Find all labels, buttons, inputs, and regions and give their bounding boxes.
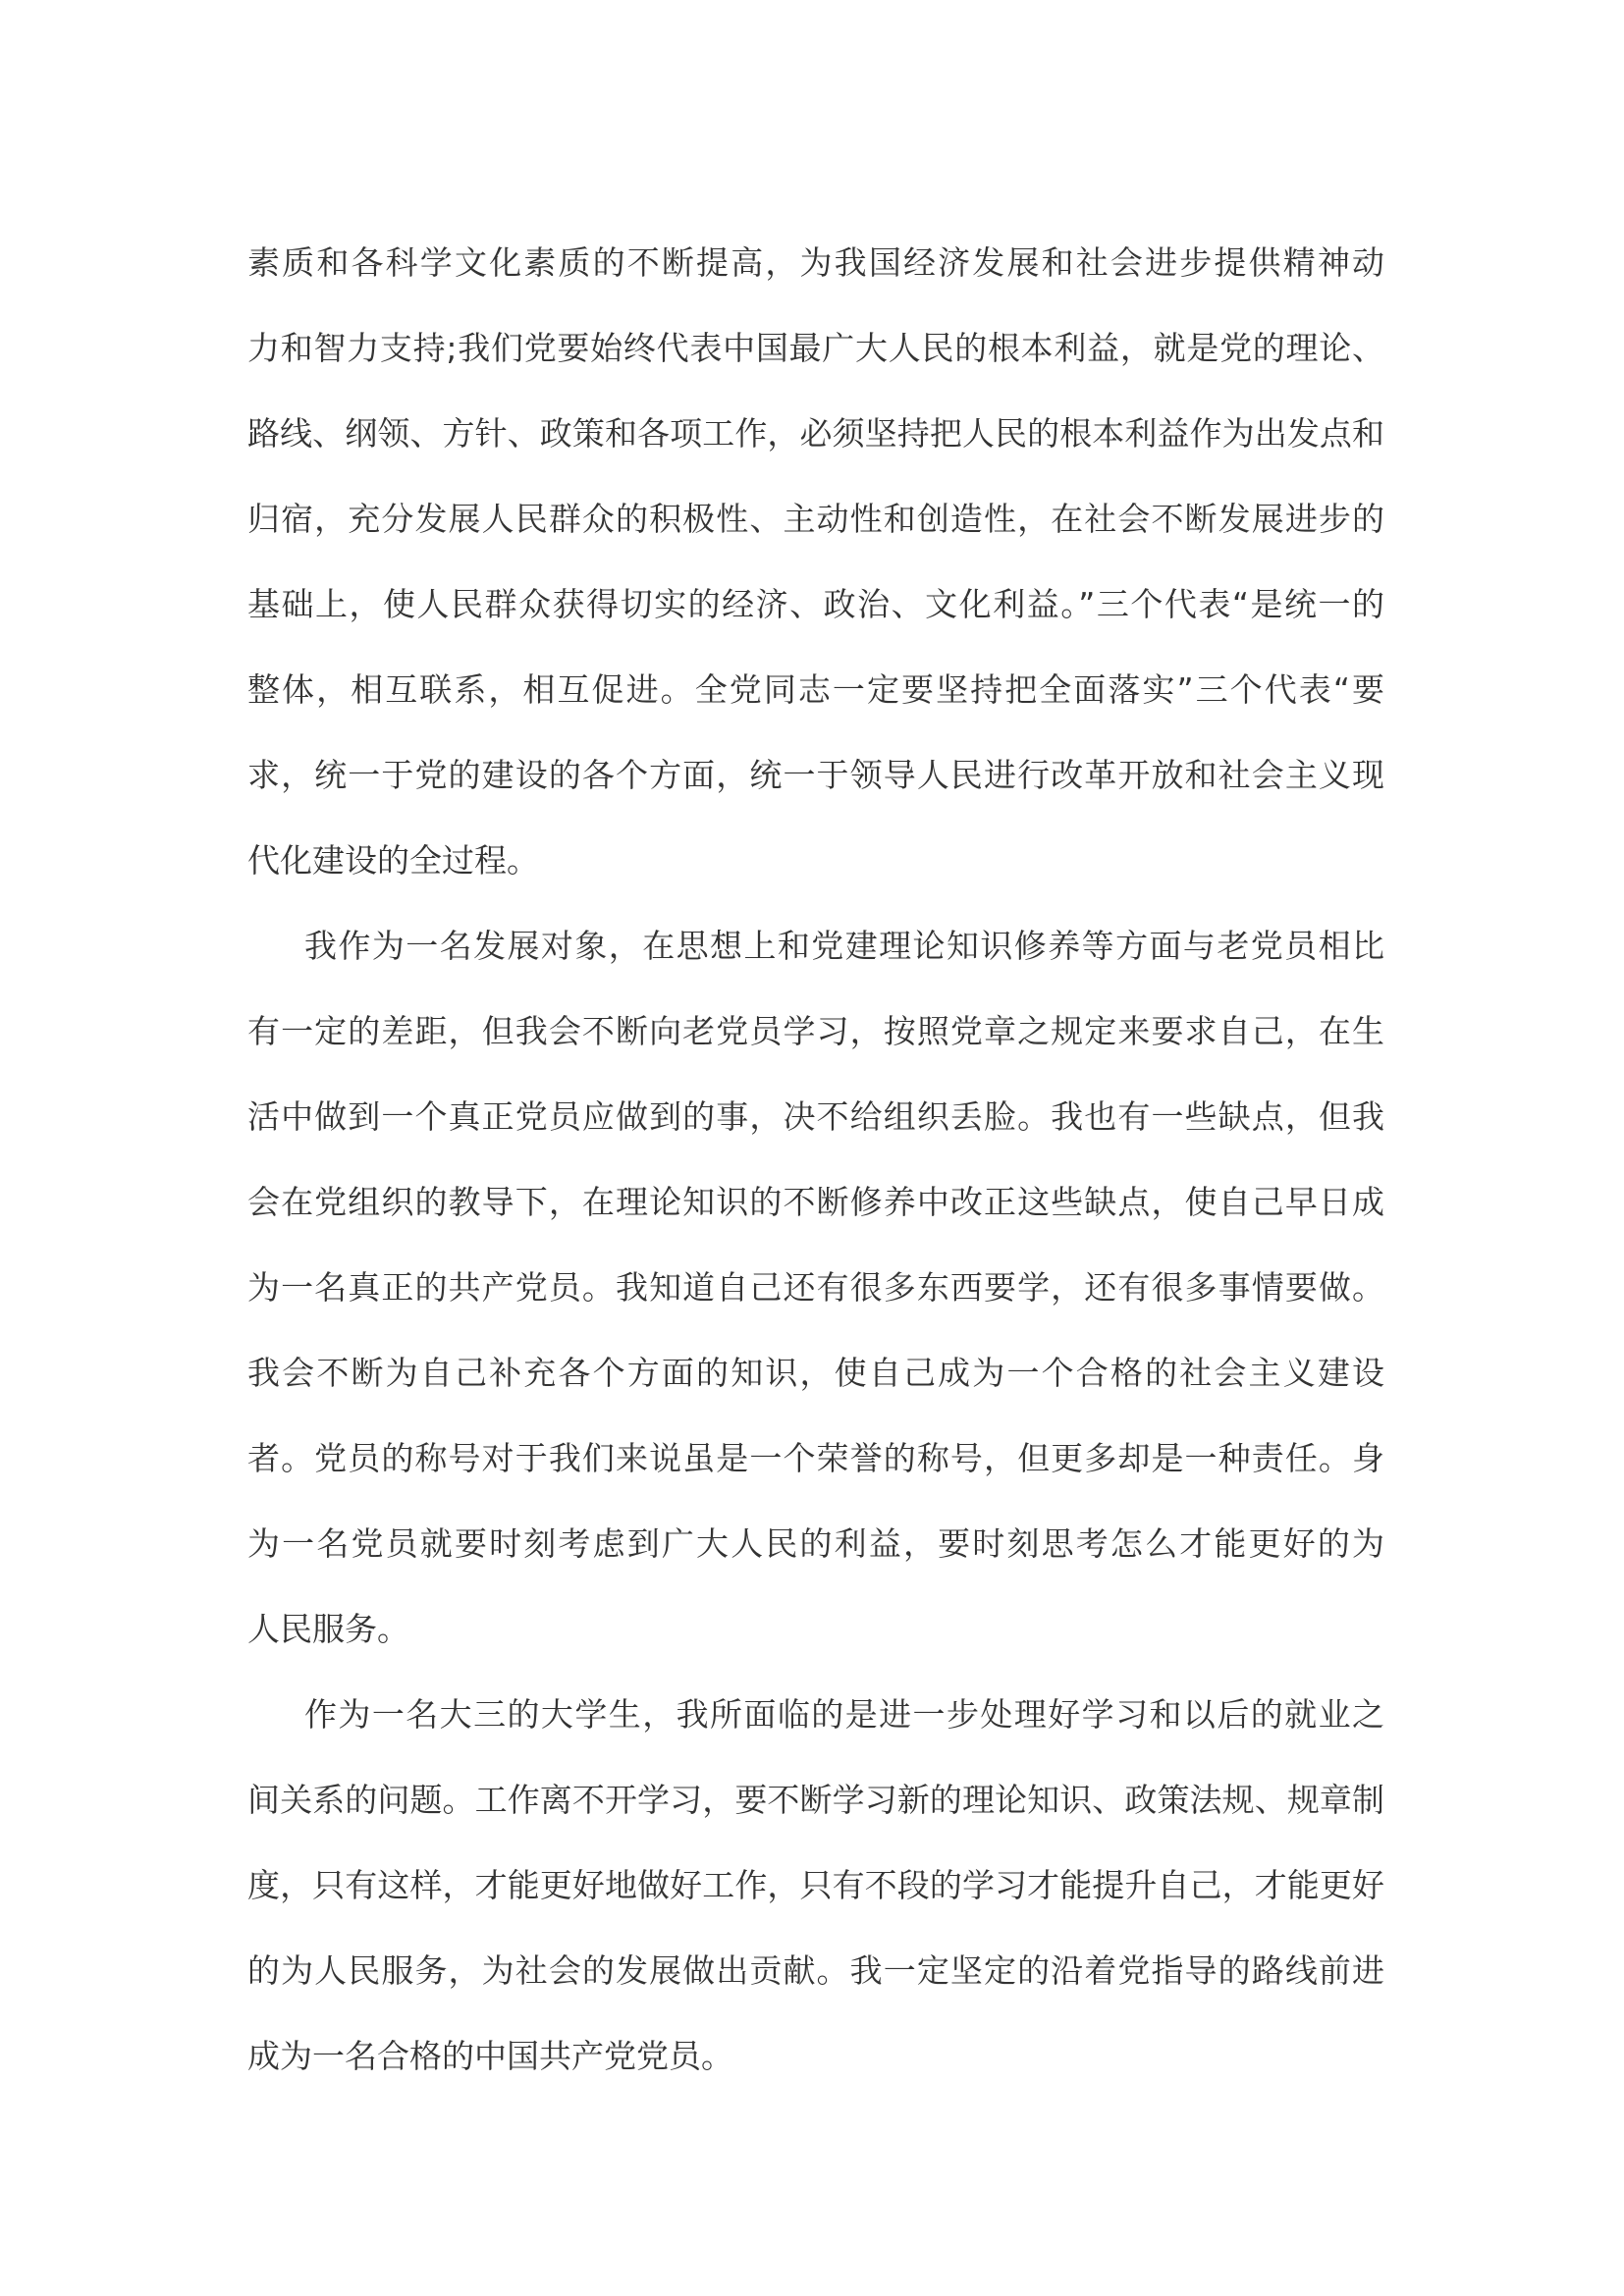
text-line: 求，统一于党的建设的各个方面，统一于领导人民进行改革开放和社会主义现: [247, 756, 1384, 794]
paragraph: [247, 220, 1384, 903]
text-line: 基础上，使人民群众获得切实的经济、政治、文化利益。”三个代表“是统一的: [247, 585, 1384, 623]
text-line: 整体，相互联系，相互促进。全党同志一定要坚持把全面落实”三个代表“要: [247, 670, 1384, 709]
text-line: 归宿，充分发展人民群众的积极性、主动性和创造性，在社会不断发展进步的: [247, 500, 1384, 538]
text-line: 力和智力支持;我们党要始终代表中国最广大人民的根本利益，就是党的理论、: [247, 329, 1384, 367]
text-line: 者。党员的称号对于我们来说虽是一个荣誉的称号，但更多却是一种责任。身: [247, 1439, 1384, 1477]
text-line: 活中做到一个真正党员应做到的事，决不给组织丢脸。我也有一些缺点，但我: [247, 1097, 1384, 1136]
paragraph: [247, 903, 1384, 1672]
paragraph: [247, 1672, 1384, 2099]
document-body: [247, 220, 1384, 2099]
text-line: 的为人民服务，为社会的发展做出贡献。我一定坚定的沿着党指导的路线前进: [247, 1951, 1384, 1990]
text-line: 人民服务。: [247, 1610, 409, 1648]
text-line: 作为一名大三的大学生，我所面临的是进一步处理好学习和以后的就业之: [304, 1695, 1384, 1734]
text-line: 路线、纲领、方针、政策和各项工作，必须坚持把人民的根本利益作为出发点和: [247, 414, 1384, 453]
text-line: 我会不断为自己补充各个方面的知识，使自己成为一个合格的社会主义建设: [247, 1354, 1384, 1392]
text-line: 代化建设的全过程。: [247, 841, 539, 880]
text-line: 有一定的差距，但我会不断向老党员学习，按照党章之规定来要求自己，在生: [247, 1012, 1384, 1050]
text-line: 素质和各科学文化素质的不断提高，为我国经济发展和社会进步提供精神动: [247, 243, 1384, 282]
text-line: 间关系的问题。工作离不开学习，要不断学习新的理论知识、政策法规、规章制: [247, 1781, 1384, 1819]
text-line: 度，只有这样，才能更好地做好工作，只有不段的学习才能提升自己，才能更好: [247, 1866, 1384, 1904]
text-line: 成为一名合格的中国共产党党员。: [247, 2037, 733, 2075]
text-line: 为一名真正的共产党员。我知道自己还有很多东西要学，还有很多事情要做。: [247, 1268, 1384, 1307]
text-line: 会在党组织的教导下，在理论知识的不断修养中改正这些缺点，使自己早日成: [247, 1183, 1384, 1221]
text-line: 我作为一名发展对象，在思想上和党建理论知识修养等方面与老党员相比: [304, 927, 1384, 965]
text-line: 为一名党员就要时刻考虑到广大人民的利益，要时刻思考怎么才能更好的为: [247, 1524, 1384, 1563]
